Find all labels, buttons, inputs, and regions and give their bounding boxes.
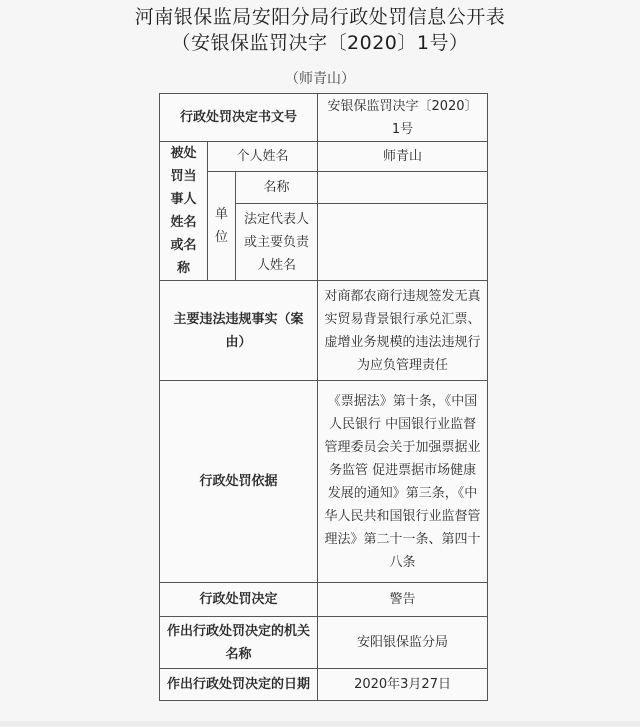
decision-number-label: 行政处罚决定书文号	[160, 94, 318, 142]
penalty-basis-label: 行政处罚依据	[160, 381, 318, 583]
table-row	[160, 381, 488, 583]
unit-name-value	[318, 172, 488, 204]
table-row	[160, 94, 488, 142]
violation-facts-label: 主要违法违规事实（案由）	[160, 281, 318, 381]
decision-date-value: 2020年3月27日	[318, 669, 488, 701]
individual-name-value: 师青山	[318, 142, 488, 172]
table-row	[160, 281, 488, 381]
table-row	[160, 172, 488, 204]
unit-label: 单位	[208, 172, 236, 281]
subject-name-heading: （师青山）	[285, 71, 355, 87]
individual-name-label: 个人姓名	[208, 142, 318, 172]
penalty-info-table	[159, 93, 488, 701]
decision-date-label: 作出行政处罚决定的日期	[160, 669, 318, 701]
page-bottom-edge	[0, 721, 640, 727]
penalty-decision-value: 警告	[318, 583, 488, 617]
table-row	[160, 142, 488, 172]
legal-rep-value	[318, 204, 488, 281]
unit-name-label: 名称	[236, 172, 318, 204]
table-row	[160, 617, 488, 669]
table-row	[160, 669, 488, 701]
table-row	[160, 583, 488, 617]
legal-rep-label: 法定代表人或主要负责人姓名	[236, 204, 318, 281]
document-number-heading: （安银保监罚决字〔2020〕1号）	[171, 32, 469, 54]
party-group-label: 被处罚当事人姓名或名称	[160, 142, 208, 281]
document-title: 河南银保监局安阳分局行政处罚信息公开表	[134, 6, 506, 28]
penalty-basis-value: 《票据法》第十条，《中国人民银行 中国银行业监督管理委员会关于加强票据业务监管 促进票据市场健康发展的通知》第三条，《中华人民共和国银行业监督管理法》第二十一条、第四十八条	[318, 381, 488, 583]
authority-value: 安阳银保监分局	[318, 617, 488, 669]
authority-label: 作出行政处罚决定的机关名称	[160, 617, 318, 669]
decision-number-value: 安银保监罚决字〔2020〕1号	[318, 94, 488, 142]
penalty-decision-label: 行政处罚决定	[160, 583, 318, 617]
violation-facts-value: 对商都农商行违规签发无真实贸易背景银行承兑汇票、虚增业务规模的违法违规行为应负管理责任	[318, 281, 488, 381]
